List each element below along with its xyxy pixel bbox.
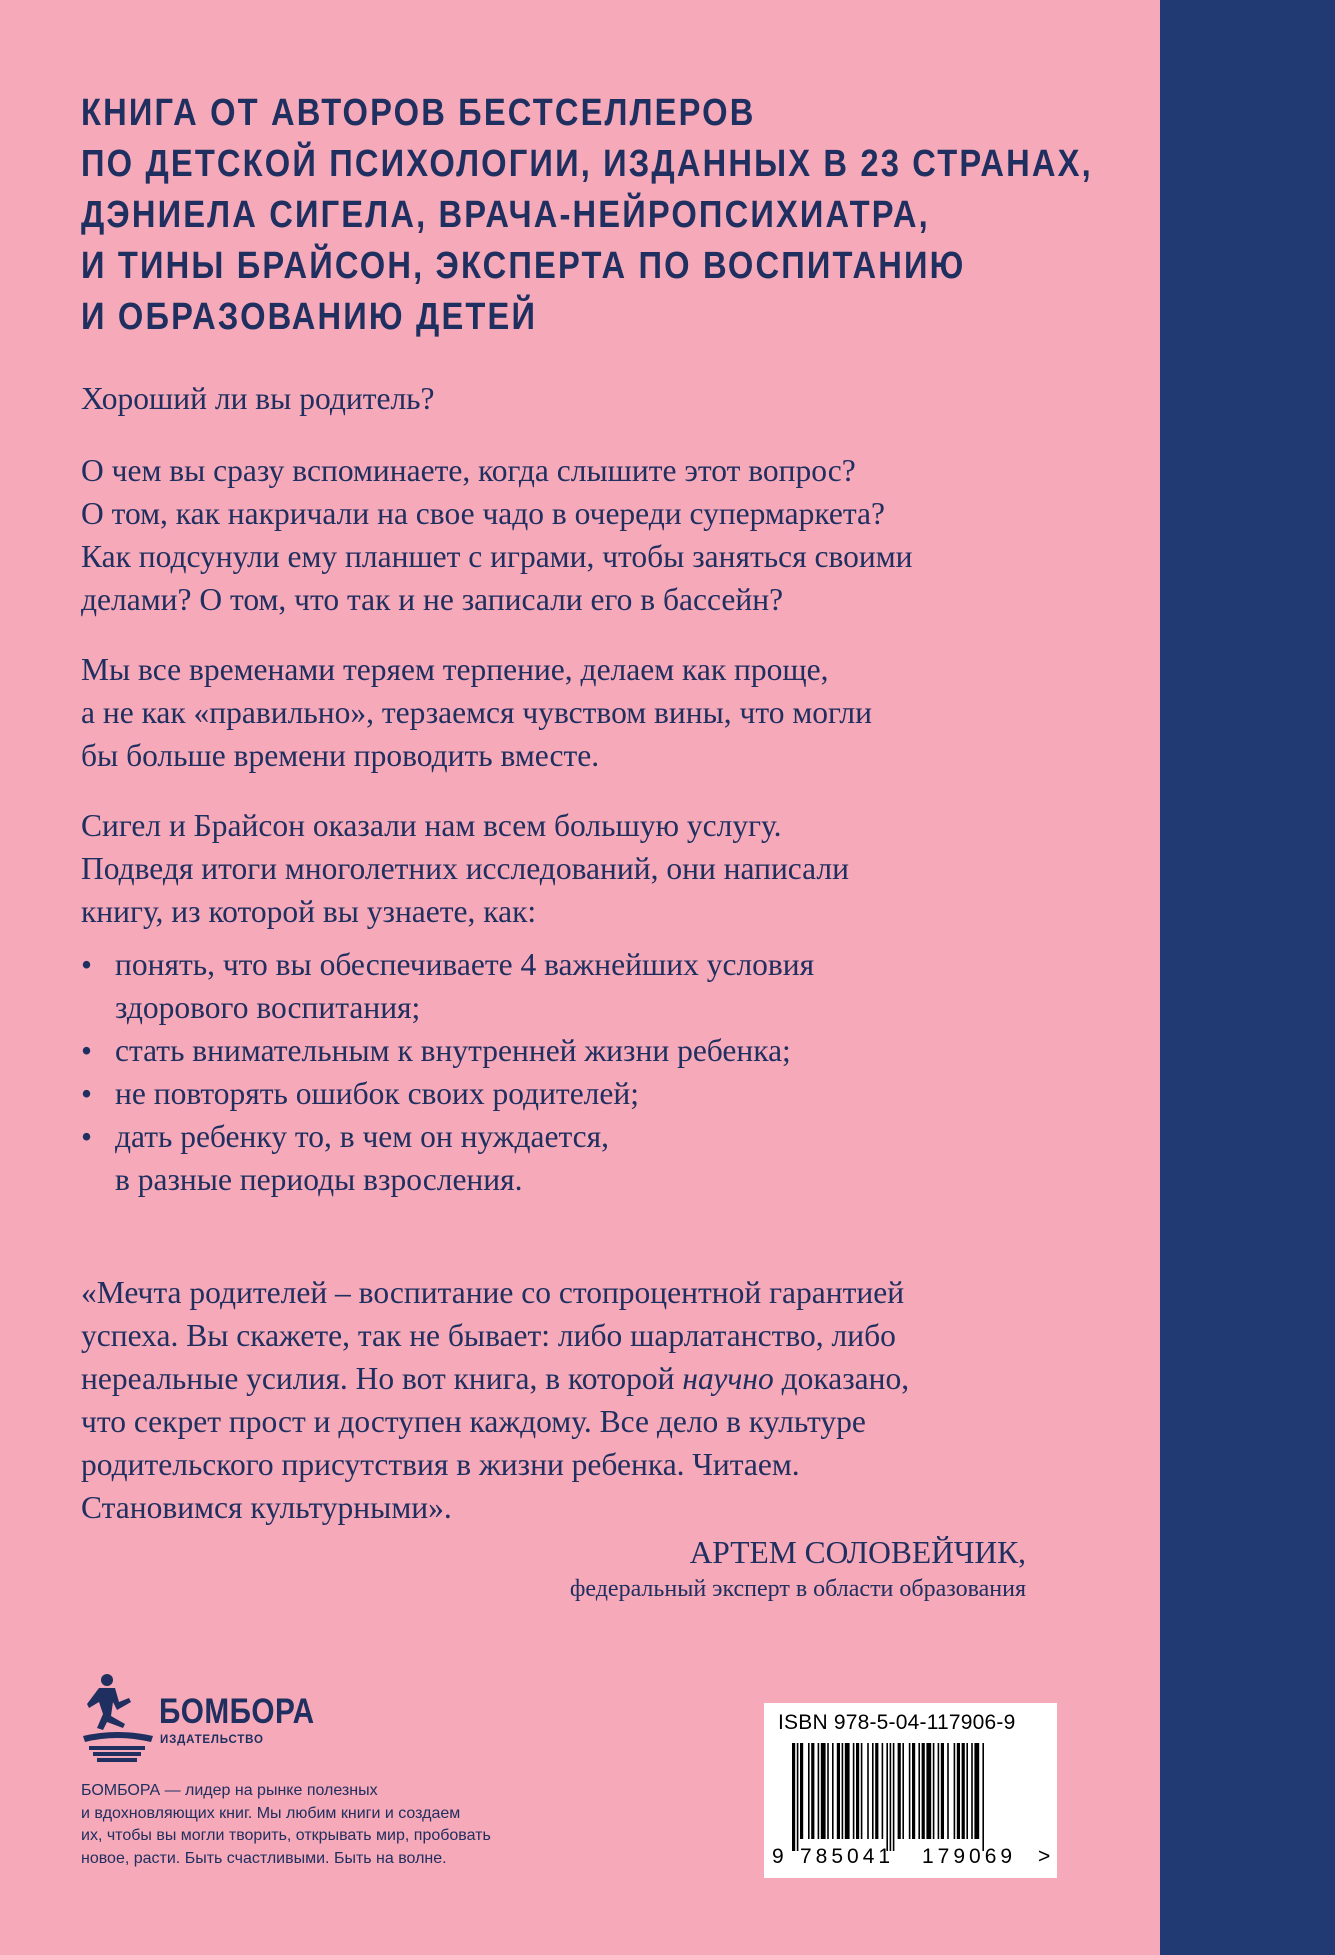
barcode-bar: [845, 1743, 850, 1839]
quote-line: Становимся культурными».: [81, 1490, 452, 1525]
barcode-bars: [772, 1743, 1050, 1851]
paragraph-3: [81, 804, 1141, 933]
barcode-bar: [938, 1743, 940, 1839]
quote-line: родительского присутствия в жизни ребенка. Читаем.: [81, 1447, 800, 1482]
text-line: делами? О том, что так и не записали его в бассейн?: [81, 582, 784, 617]
list-item: [81, 1029, 1141, 1072]
book-spine: [1160, 0, 1335, 1955]
quote-line: что секрет прост и доступен каждому. Все дело в культуре: [81, 1404, 866, 1439]
text-line: О том, как накричали на свое чадо в очереди супермаркета?: [81, 496, 885, 531]
bullet-icon: •: [81, 947, 93, 982]
barcode-bar: [947, 1743, 949, 1839]
barcode-bar: [962, 1743, 965, 1839]
barcode-bar: [837, 1743, 840, 1839]
headline-line: ДЭНИЕЛА СИГЕЛА, ВРАЧА-НЕЙРОПСИХИАТРА,: [81, 194, 930, 236]
barcode-bar: [912, 1743, 915, 1839]
barcode-bar: [918, 1743, 920, 1839]
publisher-name: БОМБОРА: [159, 1692, 315, 1731]
barcode-bar: [982, 1743, 984, 1851]
bullet-text-cont: в разные периоды взросления.: [115, 1162, 523, 1197]
testimonial-quote: [81, 1271, 1141, 1529]
barcode-bar: [861, 1743, 863, 1839]
blurb-line: новое, расти. Быть счастливыми. Быть на волне.: [81, 1849, 447, 1867]
barcode-bar: [926, 1743, 931, 1839]
quote-line: «Мечта родителей – воспитание со стопроцентной гарантией: [81, 1275, 905, 1310]
isbn-label: ISBN 978-5-04-117906-9: [778, 1711, 1016, 1734]
blurb-line: БОМБОРА — лидер на рынке полезных: [81, 1782, 378, 1799]
headline-line: И ТИНЫ БРАЙСОН, ЭКСПЕРТА ПО ВОСПИТАНИЮ: [81, 245, 966, 287]
list-item: [81, 1115, 1141, 1201]
barcode-bar: [808, 1743, 810, 1839]
bullet-text: стать внимательным к внутренней жизни ребенка;: [115, 1033, 791, 1068]
text-line: Подведя итоги многолетних исследований, они написали: [81, 851, 850, 886]
text-line: О чем вы сразу вспоминаете, когда слышите этот вопрос?: [81, 453, 856, 488]
barcode-end-mark: >: [1038, 1845, 1051, 1868]
barcode-bar: [898, 1743, 901, 1839]
barcode-bar: [933, 1743, 935, 1839]
barcode-bar: [832, 1743, 834, 1839]
headline-line: КНИГА ОТ АВТОРОВ БЕСТСЕЛЛЕРОВ: [81, 92, 756, 134]
barcode-bar: [954, 1743, 956, 1839]
blurb-line: их, чтобы вы могли творить, открывать мир, пробовать: [81, 1827, 491, 1844]
text-line: Мы все временами теряем терпение, делаем как проще,: [81, 652, 829, 687]
bullet-icon: •: [81, 1119, 93, 1154]
text-line: Как подсунули ему планшет с играми, чтобы заняться своими: [81, 539, 913, 574]
text-line: бы больше времени проводить вместе.: [81, 738, 600, 773]
question: Хороший ли вы родитель?: [81, 381, 435, 416]
paragraph-1: [81, 449, 1141, 621]
headline-line: ПО ДЕТСКОЙ ПСИХОЛОГИИ, ИЗДАННЫХ В 23 СТРАНАХ,: [81, 143, 1093, 185]
barcode-bar: [811, 1743, 814, 1839]
quote-author-role: федеральный эксперт в области образования: [569, 1576, 1026, 1602]
emphasis: научно: [682, 1361, 774, 1396]
barcode-bar: [818, 1743, 820, 1839]
barcode-bar: [886, 1743, 888, 1851]
barcode-bar: [890, 1743, 892, 1851]
publisher-subtitle: ИЗДАТЕЛЬСТВО: [160, 1734, 264, 1746]
bullet-text: дать ребенку то, в чем он нуждается,: [115, 1119, 610, 1154]
headline: [81, 88, 1139, 343]
barcode-bar: [800, 1743, 803, 1839]
barcode-bar: [872, 1743, 874, 1839]
quote-author: АРТЕМ СОЛОВЕЙЧИК,: [689, 1535, 1026, 1570]
barcode-bar: [821, 1743, 826, 1839]
quote-line: нереальные усилия. Но вот книга, в которой научно доказано,: [81, 1361, 910, 1396]
barcode-bar: [842, 1743, 844, 1839]
barcode-bar: [867, 1743, 869, 1839]
barcode-bar: [856, 1743, 859, 1839]
barcode-bar: [827, 1743, 829, 1839]
bullet-text: понять, что вы обеспечиваете 4 важнейших условия: [115, 947, 815, 982]
list-item: [81, 943, 1141, 1029]
publisher-blurb: [81, 1780, 601, 1870]
paragraph-2: [81, 648, 1141, 777]
barcode-bar: [941, 1743, 944, 1839]
barcode-bar: [909, 1743, 911, 1839]
blurb-line: и вдохновляющих книг. Мы любим книги и создаем: [81, 1804, 461, 1822]
barcode-bar: [882, 1743, 884, 1839]
surfer-logo-icon: [81, 1672, 155, 1762]
barcode-bar: [902, 1743, 904, 1839]
barcode-bar: [966, 1743, 968, 1839]
quote-line: успеха. Вы скажете, так не бывает: либо шарлатанство, либо: [81, 1318, 896, 1353]
description: [81, 377, 1141, 1605]
bullet-text-cont: здорового воспитания;: [115, 990, 421, 1025]
bullet-text: не повторять ошибок своих родителей;: [115, 1076, 639, 1111]
publisher-logo: [81, 1672, 321, 1772]
bullet-icon: •: [81, 1076, 93, 1111]
text-line: а не как «правильно», терзаемся чувством вины, что могли: [81, 695, 872, 730]
barcode-group-1: 785041: [800, 1845, 895, 1868]
barcode-bar: [853, 1743, 855, 1839]
list-item: [81, 1072, 1141, 1115]
barcode-group-2: 179069: [922, 1845, 1017, 1868]
isbn-barcode: [764, 1703, 1057, 1878]
back-cover-content: [81, 88, 1141, 1605]
text-line: книгу, из которой вы узнаете, как:: [81, 894, 537, 929]
barcode-first-digit: 9: [772, 1845, 784, 1868]
bullet-icon: •: [81, 1033, 93, 1068]
bullet-list: [81, 943, 1141, 1201]
barcode-bar: [971, 1743, 973, 1839]
barcode-bar: [893, 1743, 895, 1851]
barcode-bar: [974, 1743, 979, 1839]
headline-line: И ОБРАЗОВАНИЮ ДЕТЕЙ: [81, 296, 538, 338]
barcode-bar: [957, 1743, 960, 1839]
barcode-bar: [792, 1743, 795, 1851]
barcode-bar: [875, 1743, 878, 1839]
text-line: Сигел и Брайсон оказали нам всем большую услугу.: [81, 808, 782, 843]
barcode-bar: [797, 1743, 799, 1851]
barcode-bar: [922, 1743, 925, 1839]
